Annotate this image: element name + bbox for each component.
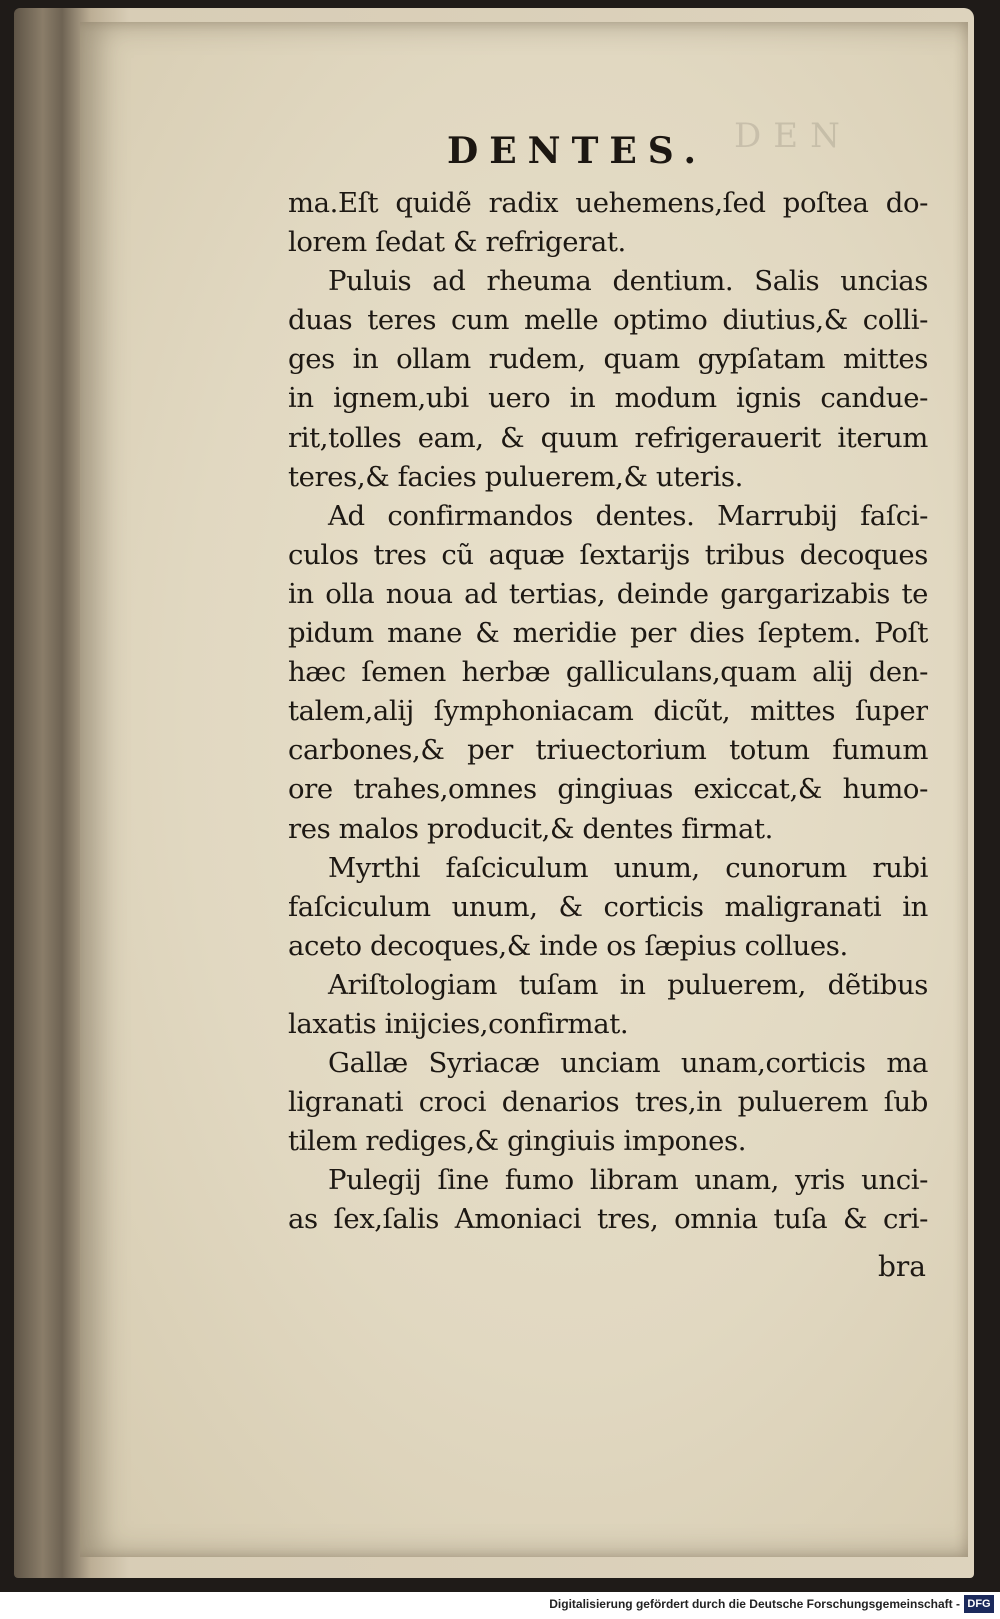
text-line: ligranati croci denarios tres,in puluerem ſub <box>288 1086 928 1119</box>
text-line: rit,tolles eam, & quum refrigerauerit iterum <box>288 421 928 454</box>
text-line: laxatis inijcies,confirmat. <box>288 1007 629 1040</box>
text-line: ore trahes,omnes gingiuas exiccat,& humo- <box>288 773 928 806</box>
text-line: aceto decoques,& inde os ſæpius collues. <box>288 929 848 962</box>
text-line: res malos producit,& dentes firmat. <box>288 812 773 845</box>
text-line: Gallæ Syriacæ unciam unam,corticis ma <box>328 1047 928 1080</box>
text-line: ges in ollam rudem, quam gypſatam mittes <box>288 343 928 376</box>
text-line: as ſex,ſalis Amoniaci tres, omnia tuſa & cri- <box>288 1203 928 1236</box>
footer-credit: Digitalisierung gefördert durch die Deutsche Forschungsgemeinschaft - <box>549 1597 960 1611</box>
text-line: lorem ſedat & refrigerat. <box>288 226 626 259</box>
catchword: bra <box>878 1250 927 1283</box>
text-line: duas teres cum melle optimo diutius,& colli- <box>288 304 928 337</box>
text-line: tilem rediges,& gingiuis impones. <box>288 1125 747 1158</box>
digitization-footer <box>0 1592 1000 1619</box>
text-line: hæc ſemen herbæ galliculans,quam alij den- <box>288 656 928 689</box>
text-line: ma.Eſt quidẽ radix uehemens,ſed poſtea do- <box>288 187 928 219</box>
text-line: Ad confirmandos dentes. Marrubij faſci- <box>328 499 928 532</box>
text-line: Pulegij ſine fumo libram unam, yris unci- <box>328 1164 928 1197</box>
text-line: carbones,& per triuectorium totum fumum <box>288 734 928 767</box>
text-line: teres,& facies puluerem,& uteris. <box>288 460 743 493</box>
text-line: pidum mane & meridie per dies ſeptem. Poſt <box>288 617 928 650</box>
text-line: Puluis ad rheuma dentium. Salis uncias <box>328 265 928 298</box>
text-line: in ignem,ubi uero in modum ignis candue- <box>288 382 928 415</box>
text-line: faſciculum unum, & corticis maligranati in <box>288 890 928 923</box>
show-through-header: DEN <box>734 116 852 156</box>
dfg-logo-icon[interactable]: DFG <box>964 1595 994 1613</box>
running-header: DENTES. <box>447 130 708 172</box>
text-line: culos tres cũ aquæ ſextarijs tribus decoques <box>288 538 928 571</box>
text-line: talem,alij ſymphoniacam dicũt, mittes ſuper <box>288 695 928 728</box>
page-text <box>288 184 928 1240</box>
text-line: Myrthi faſciculum unum, cunorum rubi <box>328 851 928 884</box>
text-line: Ariſtologiam tuſam in puluerem, dẽtibus <box>328 968 928 1001</box>
text-line: in olla noua ad tertias, deinde gargarizabis te <box>288 577 928 610</box>
